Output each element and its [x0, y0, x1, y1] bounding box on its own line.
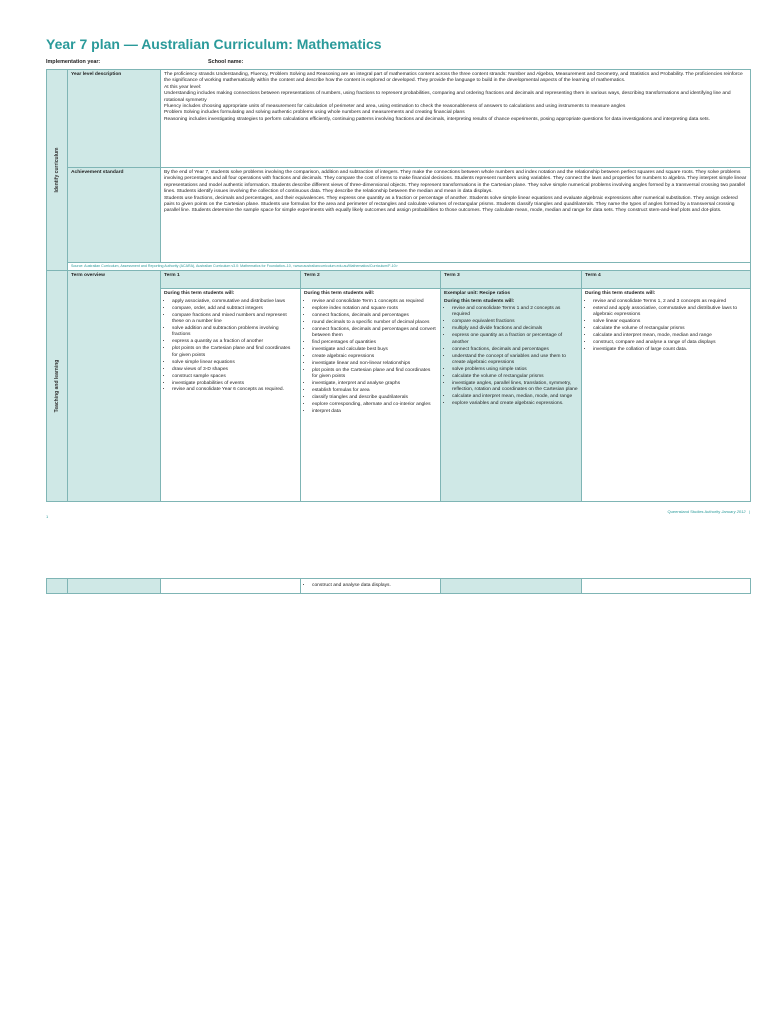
- continuation-side: [47, 579, 68, 594]
- term-overview-label: Term overview: [68, 270, 161, 501]
- term-4-lead: During this term students will:: [585, 291, 656, 297]
- term-3-list: [444, 306, 578, 408]
- implementation-year-label: Implementation year:: [46, 59, 101, 65]
- list-item: • investigate angles, parallel lines, translation, symmetry, reflection, rotation and coordinates on the Cartesian plane: [452, 381, 578, 394]
- list-item: • create algebraic expressions: [312, 354, 437, 360]
- list-item: • calculate the volume of rectangular prisms: [452, 374, 578, 380]
- list-item: • draw views of 3-D shapes: [172, 367, 297, 373]
- list-item: • plot points on the Cartesian plane and find coordinates for given points: [172, 346, 297, 359]
- list-item: • investigate and calculate best buys: [312, 347, 437, 353]
- teaching-learning-side: [47, 270, 68, 501]
- list-item: • find percentages of quantities: [312, 340, 437, 346]
- list-item: • calculate the volume of rectangular prisms: [593, 326, 747, 332]
- year-level-paragraph: The proficiency strands Understanding, Fluency, Problem Solving and Reasoning are an integral part of mathematics content across the three content strands: Number and Algebra, Measurement and Geometry, and Statistics and Probability. The proficiencies reinforce the significance of working mathematically within the content and describe how the content is explored or developed. They provide the language to build in the developmental aspects of the learning of mathematics.: [164, 72, 743, 84]
- list-item: • compare fractions and mixed numbers and represent these on a number line: [172, 313, 297, 326]
- year-level-paragraph: Understanding includes making connections between representations of numbers, using fractions to represent probabilities, comparing and ordering fractions and decimals and representing them in various ways, describing transformations and identifying line and rotational symmetry: [164, 91, 731, 103]
- list-item: • revise and consolidate Year 6 concepts as required.: [172, 387, 297, 393]
- list-item: • revise and consolidate Term 1 concepts as required: [312, 299, 437, 305]
- term-1-lead: During this term students will:: [164, 291, 235, 297]
- list-item: • solve linear equations: [593, 319, 747, 325]
- year-level-paragraph: Problem Solving includes formulating and solving authentic problems using whole numbers and measurements and creating financial plans: [164, 110, 465, 116]
- term-4-content: [582, 289, 751, 501]
- list-item: • explore variables and create algebraic expressions.: [452, 401, 578, 407]
- term-4-list: [585, 299, 747, 354]
- year-level-label: Year level description: [68, 70, 161, 168]
- list-item: • multiply and divide fractions and decimals: [452, 326, 578, 332]
- identify-curriculum-side: [47, 70, 68, 271]
- list-item: • investigate linear and non-linear relationships: [312, 361, 437, 367]
- term-3-lead: During this term students will:: [444, 298, 515, 304]
- page-number: 1: [46, 514, 49, 519]
- identify-curriculum-label: Identify curriculum: [53, 147, 60, 193]
- list-item: • connect fractions, decimals and percentages: [312, 313, 437, 319]
- list-item: • compare, order, add and subtract integers: [172, 306, 297, 312]
- list-item: • apply associative, commutative and distributive laws: [172, 299, 297, 305]
- continuation-term-1: [161, 579, 301, 594]
- term-1-heading: Term 1: [161, 270, 301, 289]
- achievement-standard-text: [161, 168, 751, 263]
- list-item: • investigate the collation of large count data.: [593, 347, 747, 353]
- achievement-paragraph: Students use fractions, decimals and percentages, and their equivalences. They express one quantity as a fraction or percentage of another. Students solve simple linear equations and evaluate algebraic expressions after numerical substitution. They assign ordered pairs to given points on the Cartesian plane. Students use formulas for the area and perimeter of rectangles and calculate volumes of rectangular prisms. Students classify triangles and quadrilaterals. They name the types of angles formed by a transversal crossing parallel line. Students determine the sample space for simple experiments with equally likely outcomes and assign probabilities to those outcomes. They calculate mean, mode, median and range for data sets. They construct stem-and-leaf plots and dot-plots.: [164, 195, 738, 214]
- page-footer: [668, 509, 750, 514]
- continuation-term-4: [582, 579, 751, 594]
- list-item: • express one quantity as a fraction or percentage of another: [452, 333, 578, 346]
- source-citation: Source: Australian Curriculum, Assessment and Reporting Authority (ACARA), Australian Curriculum v3.0: Mathematics for Foundation–10, <www.australiancurriculum.edu.au/Mathematics/Curriculum/F-10>: [68, 263, 751, 271]
- list-item: • calculate and interpret mean, median, mode, and range: [452, 394, 578, 400]
- page-title: Year 7 plan — Australian Curriculum: Mathematics: [46, 36, 382, 52]
- year-level-paragraph: Reasoning includes investigating strategies to perform calculations efficiently, continuing patterns involving fractions and decimals, interpreting results of chance experiments, posing appropriate questions for data investigations and interpreting data sets.: [164, 116, 710, 122]
- list-item: • understand the concept of variables and use them to create algebraic expressions: [452, 354, 578, 367]
- list-item: • solve simple linear equations: [172, 360, 297, 366]
- list-item: • connect fractions, decimals and percentages and convert between them: [312, 327, 437, 340]
- school-name-label: School name:: [208, 59, 244, 65]
- footer-separator: |: [748, 509, 750, 514]
- list-item: • investigate probabilities of events: [172, 381, 297, 387]
- list-item: • investigate, interpret and analyse graphs: [312, 381, 437, 387]
- term-3-content: [441, 289, 582, 501]
- list-item: • classify triangles and describe quadrilaterals: [312, 395, 437, 401]
- continuation-term-3: [441, 579, 582, 594]
- term-4-heading: Term 4: [582, 270, 751, 289]
- plan-table: [46, 69, 751, 502]
- list-item: • solve addition and subtraction problems involving fractions: [172, 326, 297, 339]
- achievement-paragraph: By the end of Year 7, students solve problems involving the comparison, addition and subtraction of integers. They make the connections between whole numbers and index notation and the relationship between perfect squares and square roots. They solve problems involving percentages and all four operations with fractions and decimals. They compare the cost of items to make financial decisions. Students represent numbers using variables. They connect the laws and properties for numbers to algebra. They interpret simple linear representations and model authentic information. Students describe different views of three-dimensional objects. They represent transformations in the Cartesian plane. They solve simple numerical problems involving angles formed by a transversal crossing two parallel lines. Students identify issues involving the collection of continuous data. They describe the relationship between the median and mean in data displays.: [164, 170, 747, 195]
- term-3-exemplar: Exemplar unit: Recipe ratios: [444, 291, 511, 297]
- list-item: • extend and apply associative, commutative and distributive laws to algebraic expressions: [593, 306, 747, 319]
- list-item: • revise and consolidate Terms 1, 2 and 3 concepts as required: [593, 299, 747, 305]
- teaching-learning-label: Teaching and learning: [53, 359, 60, 413]
- footer-date: January 2012: [721, 509, 746, 514]
- list-item: • construct and analyse data displays.: [312, 583, 437, 589]
- continuation-label-cell: [68, 579, 161, 594]
- list-item: • construct sample spaces: [172, 374, 297, 380]
- year-level-description: [161, 70, 751, 168]
- term-2-content: [301, 289, 441, 501]
- year-level-paragraph: At this year level:: [164, 84, 202, 90]
- list-item: • express a quantity as a fraction of another: [172, 339, 297, 345]
- list-item: • explore index notation and square roots: [312, 306, 437, 312]
- list-item: • connect fractions, decimals and percentages: [452, 347, 578, 353]
- achievement-standard-label: Achievement standard: [68, 168, 161, 263]
- term-1-list: [164, 299, 297, 394]
- list-item: • plot points on the Cartesian plane and find coordinates for given points: [312, 368, 437, 381]
- term-2-heading: Term 2: [301, 270, 441, 289]
- term-3-heading: Term 3: [441, 270, 582, 289]
- list-item: • construct, compare and analyse a range of data displays: [593, 340, 747, 346]
- term-2-list: [304, 299, 437, 416]
- footer-org: Queensland Studies Authority: [667, 509, 721, 514]
- list-item: • round decimals to a specific number of decimal places: [312, 320, 437, 326]
- list-item: • solve problems using simple ratios: [452, 367, 578, 373]
- list-item: • calculate and interpret mean, mode, median and range: [593, 333, 747, 339]
- list-item: • revise and consolidate Terms 1 and 2 concepts as required: [452, 306, 578, 319]
- list-item: • explore corresponding, alternate and co-interior angles: [312, 402, 437, 408]
- year-level-paragraph: Fluency includes choosing appropriate units of measurement for calculation of perimeter and area, using estimation to check the reasonableness of answers to calculations and using instruments to measure angles: [164, 103, 626, 109]
- list-item: • establish formulas for area: [312, 388, 437, 394]
- continuation-table: [46, 578, 751, 594]
- list-item: • interpret data: [312, 409, 437, 415]
- list-item: • compare equivalent fractions: [452, 319, 578, 325]
- term-2-lead: During this term students will:: [304, 291, 375, 297]
- continuation-term-2: [301, 579, 441, 594]
- term-1-content: [161, 289, 301, 501]
